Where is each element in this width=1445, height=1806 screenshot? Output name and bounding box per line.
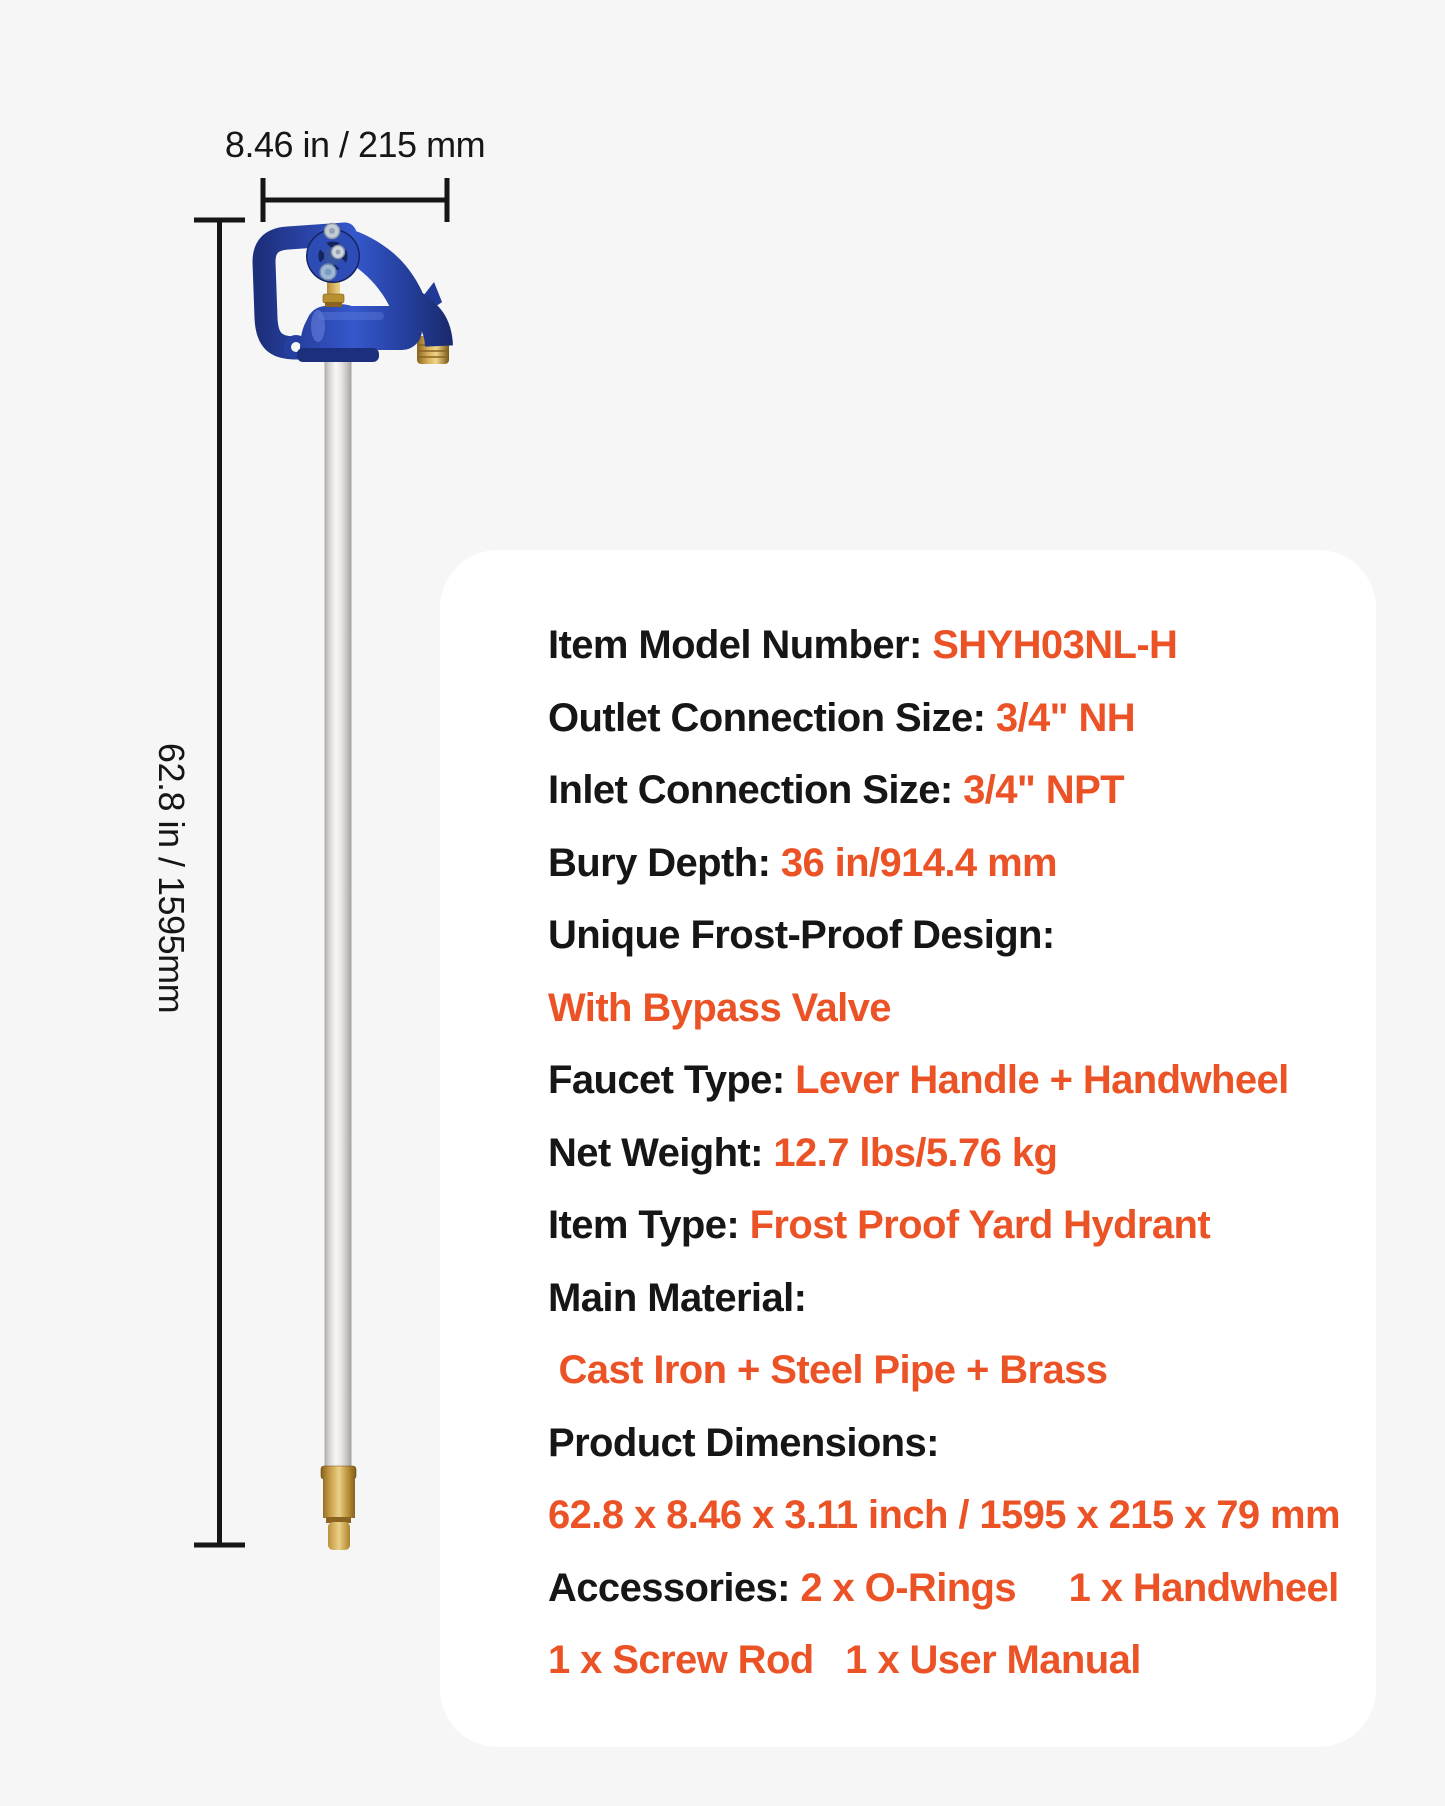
- spec-value: 12.7 lbs/5.76 kg: [773, 1130, 1058, 1175]
- spec-label: Net Weight:: [548, 1130, 774, 1175]
- spec-label: Bury Depth:: [548, 840, 781, 885]
- hydrant-inlet-brass: [321, 1466, 356, 1550]
- hydrant-pipe: [325, 330, 352, 1470]
- width-dimension-label: 8.46 in / 215 mm: [224, 124, 486, 165]
- spec-label: Item Type:: [548, 1203, 750, 1247]
- spec-value: SHYH03NL-H: [932, 623, 1178, 667]
- spec-line-model-number: [548, 609, 1358, 682]
- height-dimension-line: [194, 220, 245, 1545]
- spec-line-main-material-value: [548, 1334, 1358, 1407]
- spec-label: Unique Frost-Proof Design:: [548, 913, 1055, 957]
- spec-line-bury-depth: [548, 827, 1358, 900]
- height-dimension-label: 62.8 in / 1595mm: [151, 742, 192, 1014]
- spec-value: 3/4" NPT: [963, 768, 1124, 812]
- spec-value: 36 in/914.4 mm: [780, 840, 1058, 885]
- spec-line-frost-proof-design: [548, 899, 1358, 972]
- spec-line-product-dimensions-value: [548, 1479, 1358, 1552]
- spec-label: Inlet Connection Size:: [548, 768, 964, 812]
- width-dimension-line: [263, 178, 447, 222]
- spec-line-accessories-continued: [548, 1624, 1358, 1697]
- spec-value: Frost Proof Yard Hydrant: [749, 1203, 1211, 1247]
- spec-label: Item Model Number:: [548, 623, 933, 667]
- spec-value: Cast Iron + Steel Pipe + Brass: [548, 1348, 1108, 1392]
- spec-line-main-material: [548, 1262, 1358, 1335]
- spec-value: 3/4" NH: [995, 695, 1136, 740]
- hydrant-head: [264, 224, 442, 363]
- spec-label: Accessories:: [548, 1565, 801, 1610]
- spec-line-inlet-size: [548, 754, 1358, 827]
- spec-value: With Bypass Valve: [548, 985, 891, 1030]
- spec-label: Faucet Type:: [548, 1058, 796, 1102]
- spec-line-faucet-type: [548, 1044, 1358, 1117]
- spec-label: Main Material:: [548, 1275, 807, 1320]
- spec-value: Lever Handle + Handwheel: [795, 1058, 1289, 1102]
- spec-line-frost-proof-value: [548, 972, 1358, 1045]
- spec-value: 2 x O-Rings 1 x Handwheel: [800, 1565, 1339, 1610]
- spec-line-outlet-size: [548, 682, 1358, 755]
- spec-label: Outlet Connection Size:: [548, 695, 996, 740]
- spec-value: 1 x Screw Rod 1 x User Manual: [548, 1638, 1141, 1682]
- spec-line-item-type: [548, 1189, 1358, 1262]
- spec-panel: [440, 550, 1376, 1747]
- spec-line-accessories: [548, 1552, 1358, 1625]
- spec-line-net-weight: [548, 1117, 1358, 1190]
- spec-label: Product Dimensions:: [548, 1420, 939, 1465]
- spec-line-product-dimensions: [548, 1407, 1358, 1480]
- spec-value: 62.8 x 8.46 x 3.11 inch / 1595 x 215 x 79 mm: [548, 1493, 1340, 1537]
